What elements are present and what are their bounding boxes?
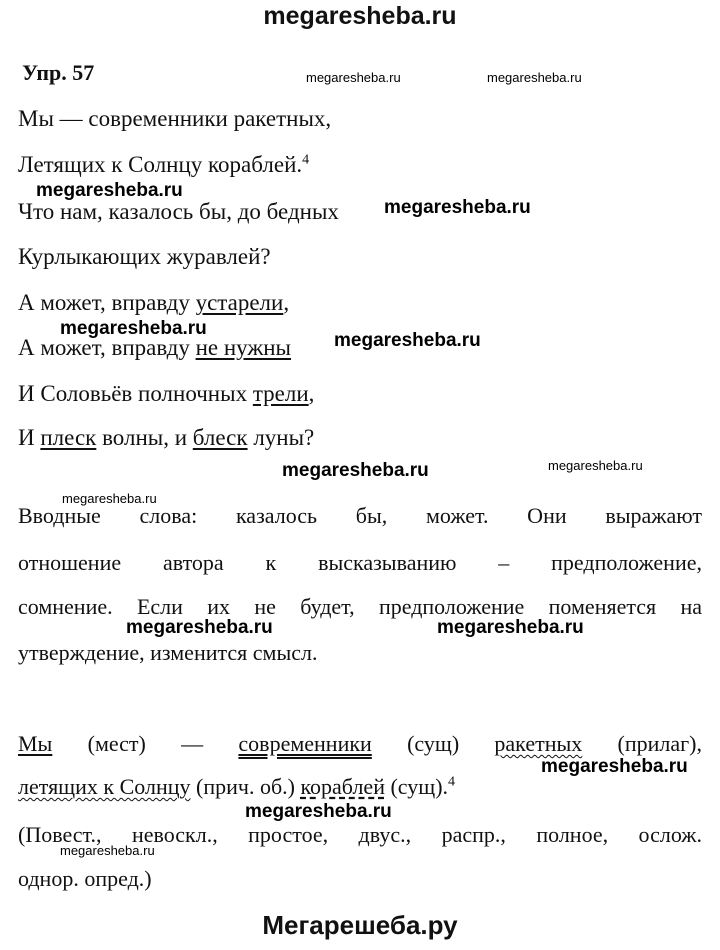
predicate-word: современники	[238, 731, 372, 756]
poem-line-6: А может, вправду не нужны	[18, 335, 292, 360]
analysis-line-4: утверждение, изменится смысл.	[18, 640, 318, 665]
watermark: megaresheba.ru	[384, 197, 531, 218]
watermark: megaresheba.ru	[245, 801, 392, 822]
participle-phrase: летящих к Солнцу	[18, 774, 191, 799]
watermark: megaresheba.ru	[487, 70, 582, 85]
watermark: megaresheba.ru	[541, 756, 688, 777]
poem-line-3: Что нам, казалось бы, до бедных	[18, 199, 339, 224]
object-word: кораблей	[300, 774, 385, 799]
watermark: megaresheba.ru	[548, 458, 643, 473]
watermark: megaresheba.ru	[36, 180, 183, 201]
watermark: megaresheba.ru	[334, 330, 481, 351]
parse-line-3: (Повест., невоскл., простое, двус., распр., полное, ослож.	[18, 822, 702, 847]
attribute-word: ракетных	[494, 731, 583, 756]
parse-line-1: Мы (мест) — современники (сущ) ракетных (прилаг),	[18, 731, 702, 756]
analysis-line-2: отношение автора к высказыванию – предположение,	[18, 550, 702, 575]
poem-line-5: А может, вправду устарели,	[18, 290, 290, 315]
footnote-mark: 4	[448, 774, 456, 790]
analysis-line-3: сомнение. Если их не будет, предположение поменяется на	[18, 594, 702, 619]
underlined-predicate: устарели	[195, 290, 284, 315]
watermark: megaresheba.ru	[306, 70, 401, 85]
underlined-subject: блеск	[192, 425, 248, 450]
footer-brand: Мегарешеба.ру	[262, 910, 458, 940]
watermark: megaresheba.ru	[282, 460, 429, 481]
underlined-subject: трели	[252, 381, 309, 406]
poem-line-7: И Соловьёв полночных трели,	[18, 381, 315, 406]
watermark: megaresheba.ru	[60, 843, 155, 858]
site-title: megaresheba.ru	[263, 2, 457, 30]
subject-word: Мы	[18, 731, 53, 756]
underlined-predicate: не нужны	[195, 335, 292, 360]
poem-line-4: Курлыкающих журавлей?	[18, 244, 271, 269]
poem-line-1: Мы — современники ракетных,	[18, 106, 332, 131]
parse-line-4: однор. опред.)	[18, 866, 152, 891]
exercise-title: Упр. 57	[22, 60, 95, 85]
watermark: megaresheba.ru	[126, 617, 273, 638]
analysis-line-1: Вводные слова: казалось бы, может. Они выражают	[18, 503, 702, 528]
underlined-subject: плеск	[40, 425, 97, 450]
footnote-mark: 4	[302, 152, 310, 168]
watermark: megaresheba.ru	[60, 318, 207, 339]
watermark: megaresheba.ru	[62, 491, 157, 506]
parse-line-2: летящих к Солнцу (прич. об.) кораблей (сущ).$^4$	[18, 774, 456, 799]
poem-line-2: Летящих к Солнцу кораблей.$^4$	[18, 152, 310, 177]
watermark: megaresheba.ru	[437, 617, 584, 638]
poem-line-8: И плеск волны, и блеск луны?	[18, 425, 315, 450]
